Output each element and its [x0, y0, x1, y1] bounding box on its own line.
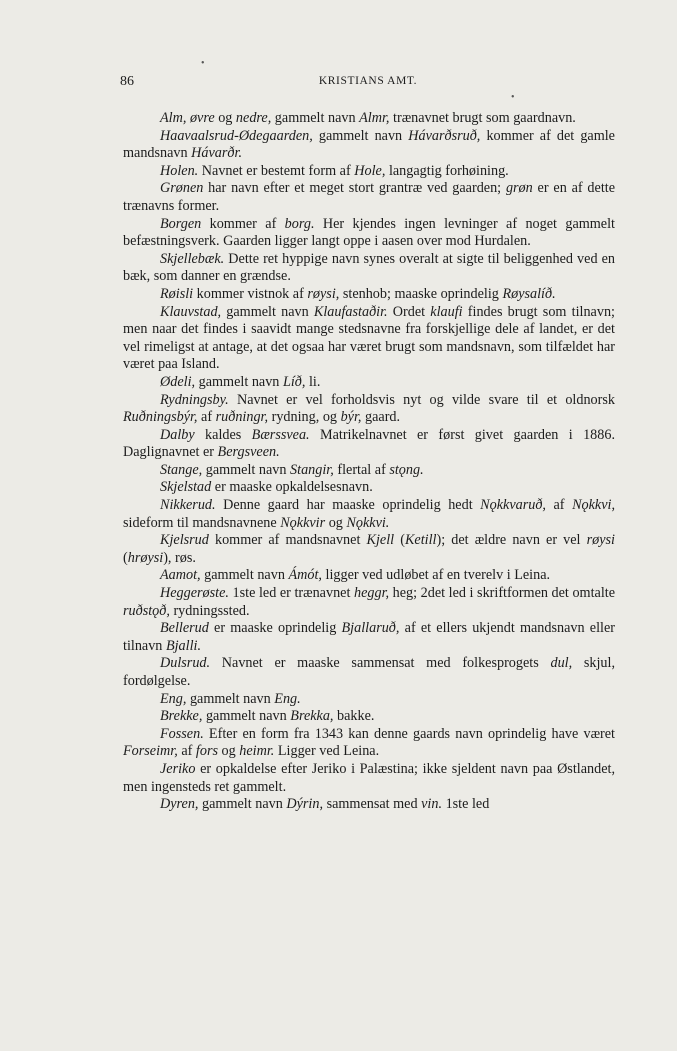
text-run: stenhob; maaske oprindelig: [339, 285, 503, 302]
italic-term: býr,: [340, 409, 362, 426]
italic-term: Nǫkkvi.: [346, 514, 390, 531]
text-run: ligger ved udløbet af en tverelv i Leina.: [321, 567, 551, 584]
text-run: ); det ældre navn er vel: [436, 532, 587, 549]
italic-term: Røysalíð.: [502, 285, 556, 302]
italic-term: Aamot,: [160, 567, 201, 584]
italic-term: Hávarðsruð,: [408, 127, 481, 144]
italic-term: Nǫkkvi,: [572, 497, 615, 514]
text-run: Navnet er bestemt form af: [198, 162, 355, 179]
italic-term: fors: [195, 743, 218, 760]
entry-paragraph: [123, 374, 615, 392]
text-run: Her kjendes ingen levninger af noget gammelt befæstningsverk. Gaarden ligger langt oppe i aasen over mod Hurdalen.: [123, 215, 615, 250]
italic-term: Líð,: [282, 373, 306, 390]
italic-term: heggr,: [353, 585, 390, 602]
entry-paragraph: [123, 497, 615, 532]
italic-term: Almr,: [359, 110, 390, 126]
italic-term: Ámót,: [288, 567, 322, 584]
italic-term: Nǫkkvaruð,: [480, 497, 546, 514]
text-run: Denne gaard har maaske oprindelig hedt: [215, 497, 481, 514]
entry-paragraph: [123, 180, 615, 215]
text-run: gammelt navn: [271, 110, 360, 126]
italic-term: Bjallaruð,: [341, 620, 400, 637]
italic-term: vin.: [421, 796, 443, 813]
text-run: gammelt navn: [186, 690, 275, 707]
italic-term: Dalby: [160, 426, 195, 443]
text-run: gammelt navn: [312, 127, 409, 144]
italic-term: grøn: [505, 180, 533, 197]
entry-paragraph: [123, 286, 615, 304]
entry-paragraph: [123, 567, 615, 585]
text-run: li.: [305, 373, 321, 390]
italic-term: borg.: [284, 215, 315, 232]
text-run: af et ellers ukjendt mandsnavn eller tilnavn: [123, 620, 615, 654]
italic-term: Dýrin,: [286, 796, 324, 813]
entry-paragraph: [123, 128, 615, 163]
italic-term: røysi: [586, 532, 615, 549]
italic-term: Skjelstad: [160, 479, 212, 496]
italic-term: Brekka,: [290, 708, 334, 725]
text-run: gammelt navn: [195, 373, 283, 390]
text-run: kommer vistnok af: [193, 285, 308, 302]
text-run: Dette ret hyppige navn synes overalt at sigte til beliggenhed ved en bæk, som danner en grændse.: [123, 250, 615, 285]
text-run: skjul, fordølgelse.: [123, 655, 616, 689]
italic-term: Bjalli.: [165, 637, 202, 654]
italic-term: Haavaalsrud-Ødegaarden,: [160, 127, 313, 144]
text-run: af: [197, 409, 216, 426]
italic-term: Grønen: [160, 180, 204, 197]
body-text: [123, 110, 615, 814]
text-run: findes brugt som tilnavn; men naar det findes i saavidt mange stedsnavne fra forskjellige dele af landet, er det vel rimeligst at antage, at det ogsaa har været brugt som mandsnavn, som tilfældet har været paa Island.: [123, 303, 615, 373]
italic-term: klaufi: [430, 303, 463, 320]
entry-paragraph: [123, 796, 615, 814]
italic-term: Bærssvea.: [251, 426, 310, 443]
page-header: [120, 74, 616, 92]
italic-term: Eng.: [274, 690, 301, 707]
italic-term: hrøysi: [127, 549, 164, 566]
text-run: sammensat med: [323, 796, 422, 813]
page-number: 86: [120, 74, 134, 89]
text-run: har navn efter et meget stort grantræ ved gaarden;: [203, 180, 506, 197]
text-run: (: [394, 532, 405, 549]
entry-paragraph: [123, 392, 615, 427]
text-run: Ordet: [387, 303, 431, 320]
entry-paragraph: [123, 620, 615, 655]
entry-paragraph: [123, 479, 615, 497]
entry-paragraph: [123, 761, 615, 796]
italic-term: Ketill: [404, 532, 437, 549]
text-run: 1ste led: [442, 796, 490, 813]
italic-term: Dyren,: [160, 796, 199, 813]
italic-term: Klaufastaðir.: [313, 303, 388, 320]
italic-term: Bellerud: [160, 620, 209, 637]
entry-paragraph: [123, 304, 615, 374]
italic-term: Klauvstad,: [160, 303, 222, 320]
italic-term: dul,: [550, 655, 573, 672]
italic-term: Nikkerud.: [160, 497, 216, 514]
italic-term: Stange,: [160, 461, 203, 478]
italic-term: Nǫkkvir: [280, 514, 326, 531]
text-run: af: [545, 497, 573, 514]
running-title: KRISTIANS AMT.: [318, 75, 418, 87]
italic-term: stǫng.: [389, 461, 424, 478]
text-run: Efter en form fra 1343 kan denne gaards navn oprindelig have været: [203, 725, 615, 742]
text-run: kommer af det gamle mandsnavn: [123, 127, 615, 162]
text-run: Navnet er vel forholdsvis nyt og vilde svare til et oldnorsk: [228, 391, 615, 408]
italic-term: Brekke,: [160, 708, 203, 725]
text-run: Matrikelnavnet er først givet gaarden i 1886. Daglignavnet er: [123, 426, 615, 461]
italic-term: Kjell: [366, 532, 395, 549]
italic-term: røysi,: [307, 285, 340, 302]
italic-term: Røisli: [160, 285, 194, 302]
text-run: er maaske opkaldelsesnavn.: [211, 479, 373, 496]
italic-term: Heggerøste.: [160, 585, 229, 602]
text-run: Navnet er maaske sammensat med folkesprogets: [210, 655, 551, 672]
text-run: og: [217, 743, 240, 760]
text-run: bakke.: [333, 708, 375, 725]
italic-term: Ødeli,: [160, 373, 196, 390]
text-run: gammelt navn: [221, 303, 314, 320]
text-run: flertal af: [333, 461, 390, 478]
italic-term: Rydningsby.: [160, 391, 229, 408]
italic-term: ruðningr,: [215, 409, 269, 426]
entry-paragraph: [123, 708, 615, 726]
print-speck: •: [201, 58, 205, 69]
text-run: (: [123, 549, 128, 566]
text-run: gammelt navn: [202, 708, 291, 725]
text-run: kaldes: [194, 426, 252, 443]
italic-term: Jeriko: [160, 760, 196, 777]
entry-paragraph: [123, 216, 615, 251]
text-run: kommer af mandsnavnet: [208, 532, 367, 549]
italic-term: Hávarðr.: [191, 145, 243, 162]
italic-term: Hole,: [354, 162, 386, 179]
italic-term: Alm, øvre: [160, 110, 215, 126]
entry-paragraph: [123, 427, 615, 462]
italic-term: Dulsrud.: [160, 655, 211, 672]
entry-paragraph: [123, 655, 615, 690]
text-run: 1ste led er trænavnet: [228, 585, 354, 602]
text-run: rydning, og: [268, 409, 341, 426]
text-run: og: [325, 514, 347, 531]
entry-paragraph: [123, 163, 615, 181]
text-run: af: [177, 743, 196, 760]
entry-paragraph: [123, 585, 615, 620]
text-run: er maaske oprindelig: [208, 620, 342, 637]
text-run: og: [214, 110, 236, 126]
italic-term: Skjellebæk.: [160, 250, 225, 267]
italic-term: Stangir,: [290, 461, 334, 478]
text-run: gammelt navn: [198, 796, 287, 813]
print-speck: •: [511, 92, 515, 103]
italic-term: Eng,: [160, 690, 187, 707]
text-run: er opkaldelse efter Jeriko i Palæstina; ikke sjeldent navn paa Østlandet, men ingensteds ret gammelt.: [123, 760, 615, 795]
text-run: gammelt navn: [200, 567, 289, 584]
italic-term: Borgen: [160, 215, 202, 232]
text-run: rydningssted.: [169, 602, 250, 619]
italic-term: Bergsveen.: [217, 444, 280, 461]
text-run: Ligger ved Leina.: [274, 743, 380, 760]
italic-term: nedre,: [235, 110, 272, 126]
text-run: heg; 2det led i skriftformen det omtalte: [389, 585, 615, 602]
entry-paragraph: [123, 726, 615, 761]
text-run: sideform til mandsnavnene: [123, 514, 281, 531]
text-run: gammelt navn: [202, 461, 291, 478]
text-run: ), røs.: [163, 549, 196, 566]
italic-term: ruðstǫð,: [123, 602, 170, 619]
entry-paragraph: [123, 691, 615, 709]
entry-paragraph: [123, 251, 615, 286]
entry-paragraph: [123, 462, 615, 480]
italic-term: Fossen.: [160, 725, 204, 742]
text-run: kommer af: [201, 215, 285, 232]
italic-term: Forseimr,: [123, 743, 178, 760]
italic-term: Holen.: [160, 162, 199, 179]
text-run: er en af dette trænavns former.: [123, 180, 615, 214]
italic-term: heimr.: [239, 743, 275, 760]
italic-term: Ruðningsbýr,: [123, 409, 198, 426]
entry-paragraph: [123, 110, 615, 128]
text-run: langagtig forhøining.: [385, 162, 509, 179]
text-run: gaard.: [361, 409, 401, 426]
entry-paragraph: [123, 532, 615, 567]
text-run: trænavnet brugt som gaardnavn.: [389, 110, 576, 126]
italic-term: Kjelsrud: [160, 532, 209, 549]
